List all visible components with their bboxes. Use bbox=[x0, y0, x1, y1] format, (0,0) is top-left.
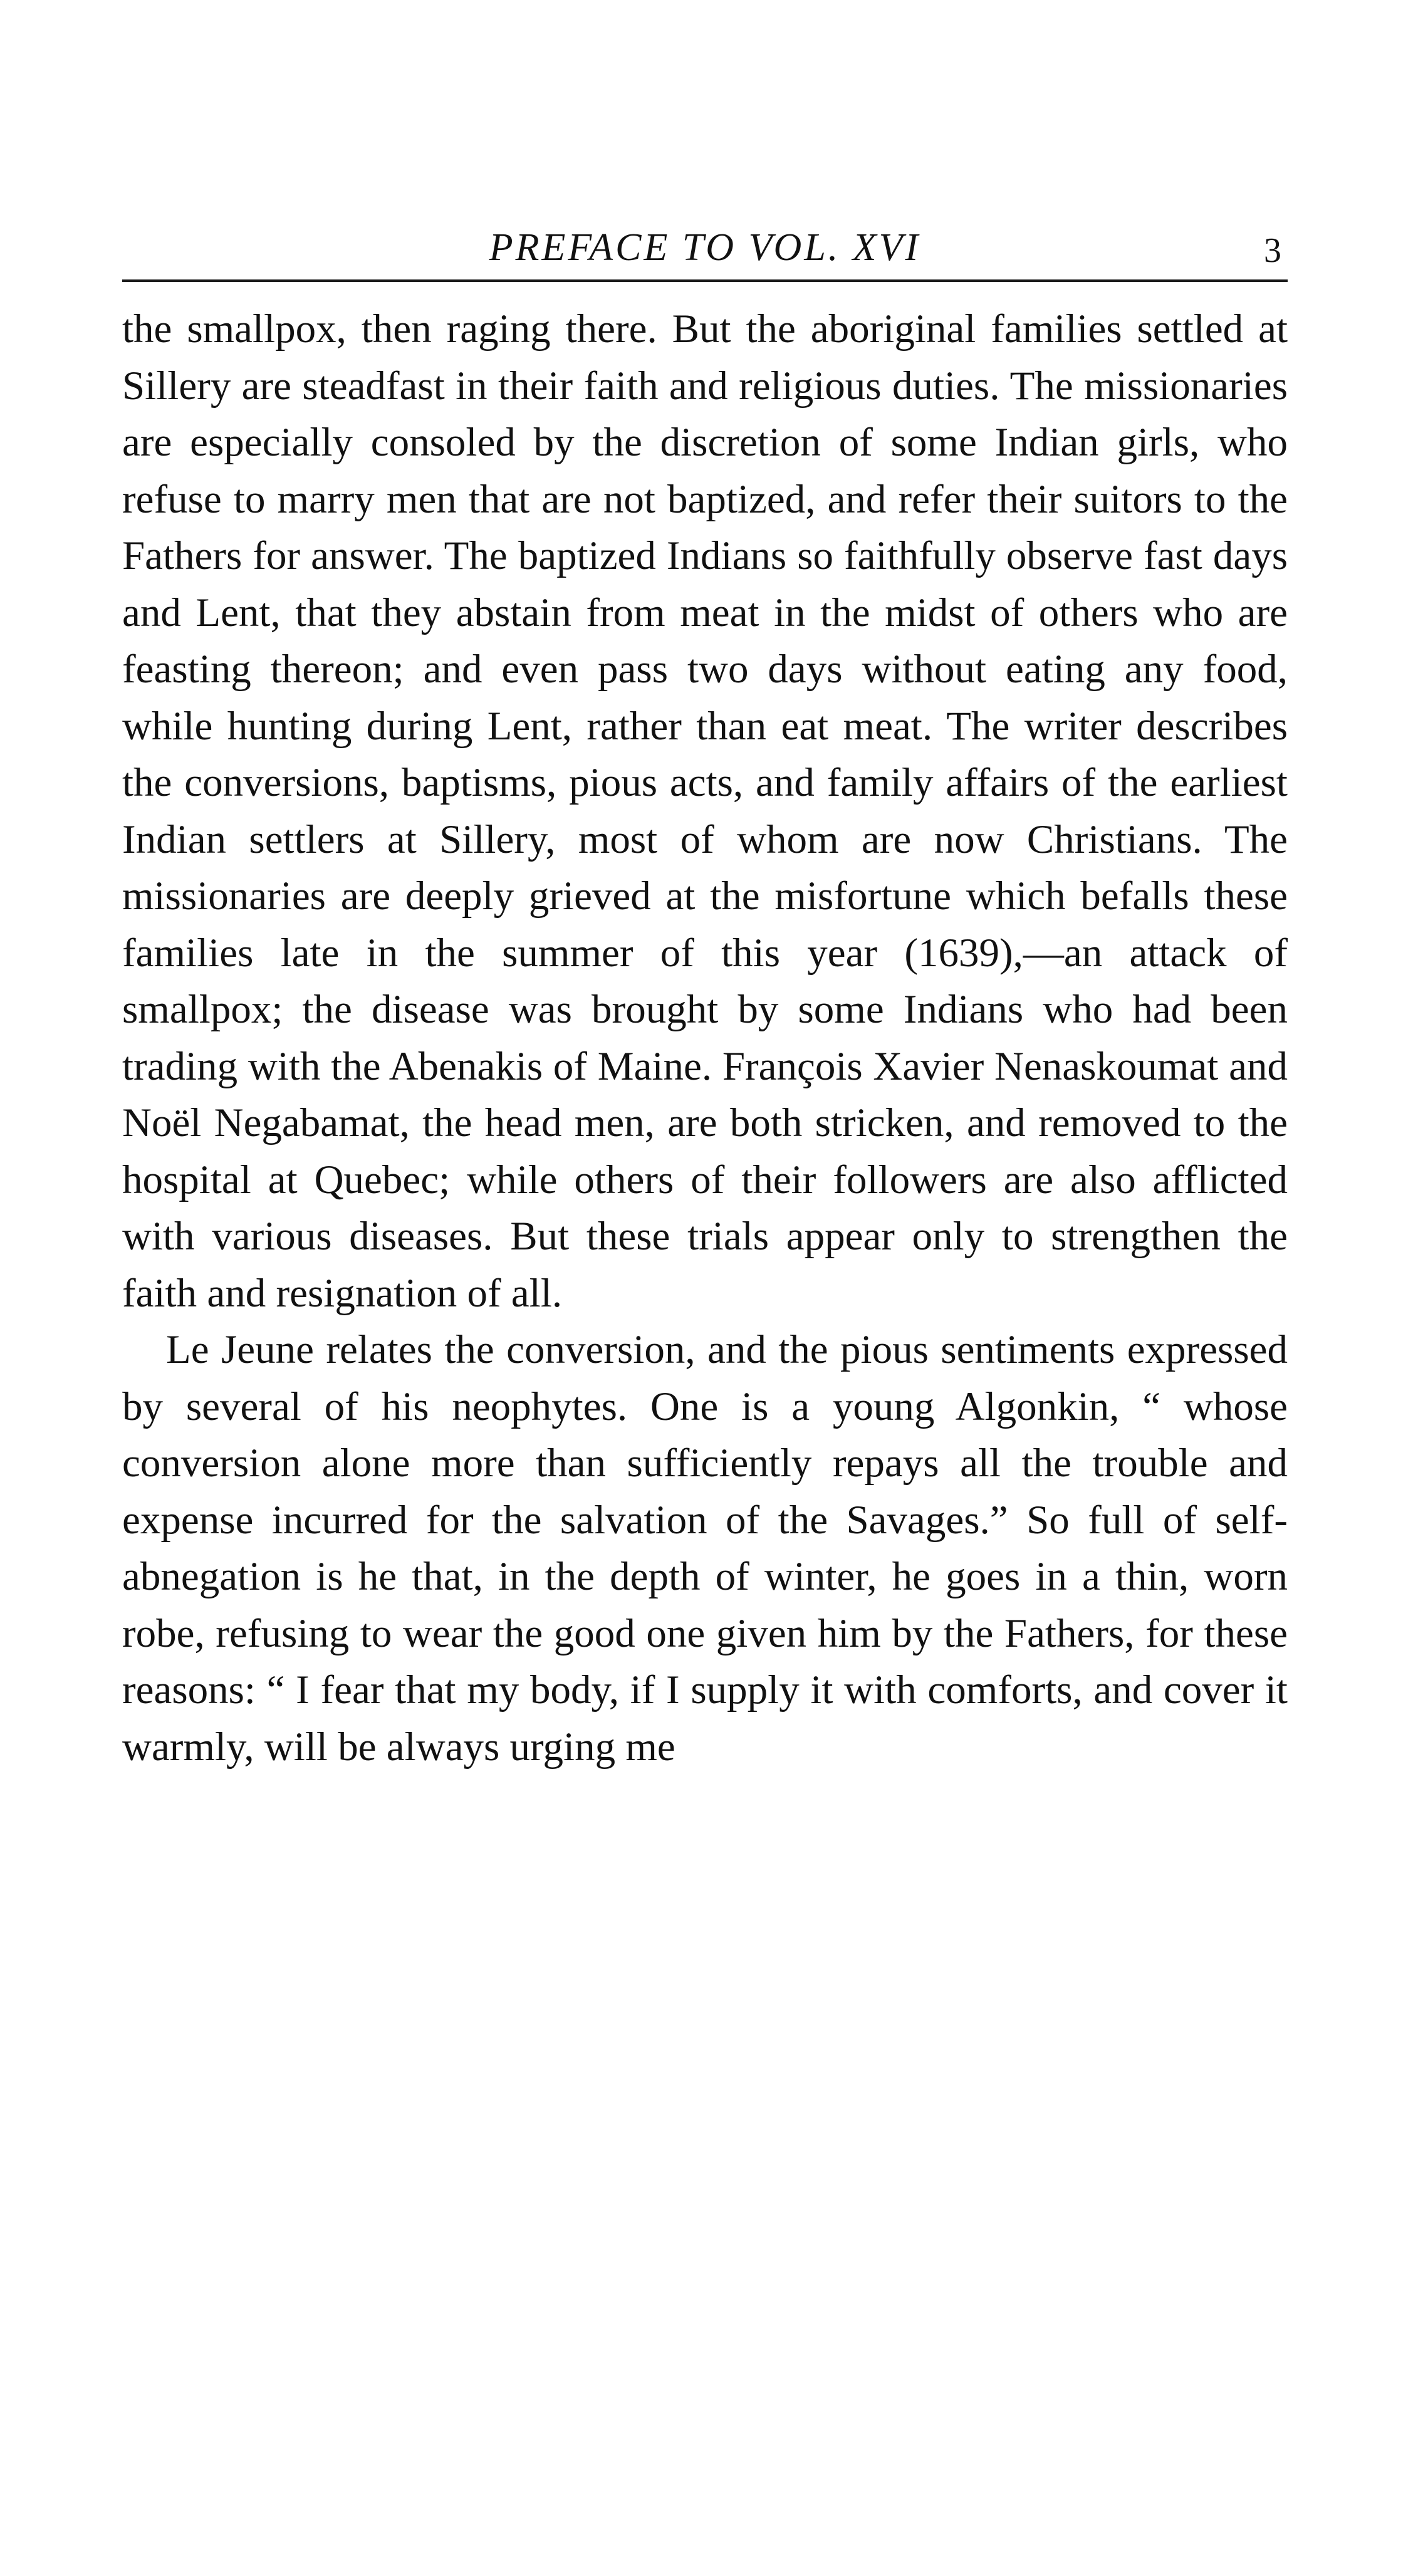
body-text bbox=[122, 301, 1288, 1775]
running-head bbox=[122, 207, 1288, 276]
book-page bbox=[122, 207, 1288, 1775]
paragraph-le-jeune: Le Jeune relates the conversion, and the pious sentiments expressed by several of his neophytes. One is a young Algonkin, “ whose conversion alone more than sufficiently repays all the trouble and expense incurred for the salvation of the Savages.” So full of self-abnegation is he that, in the depth of winter, he goes in a thin, worn robe, refusing to wear the good one given him by the Fathers, for these reasons: “ I fear that my body, if I supply it with comforts, and cover it warmly, will be always urging me bbox=[122, 1327, 1288, 1770]
paragraph-continued: the smallpox, then raging there. But the aboriginal families settled at Sillery are steadfast in their faith and religious duties. The missionaries are especially consoled by the discretion of some Indian girls, who refuse to marry men that are not baptized, and refer their suitors to the Fathers for answer. The baptized Indians so faithfully observe fast days and Lent, that they abstain from meat in the midst of others who are feasting thereon; and even pass two days without eating any food, while hunting during Lent, rather than eat meat. The writer describes the conversions, baptisms, pious acts, and family affairs of the earliest Indian settlers at Sillery, most of whom are now Christians. The missionaries are deeply grieved at the misfortune which befalls these families late in the summer of this year (1639),—an attack of smallpox; the disease was brought by some Indians who had been trading with the Abenakis of Maine. François Xavier Nenaskoumat and Noël Negabamat, the head men, are both stricken, and removed to the hospital at Quebec; while others of their followers are also afflicted with various diseases. But these trials appear only to strengthen the faith and resignation of all. bbox=[122, 306, 1288, 1316]
running-title: PREFACE TO VOL. XVI bbox=[489, 226, 921, 269]
page-number: 3 bbox=[1264, 231, 1281, 270]
header-rule bbox=[122, 279, 1288, 282]
